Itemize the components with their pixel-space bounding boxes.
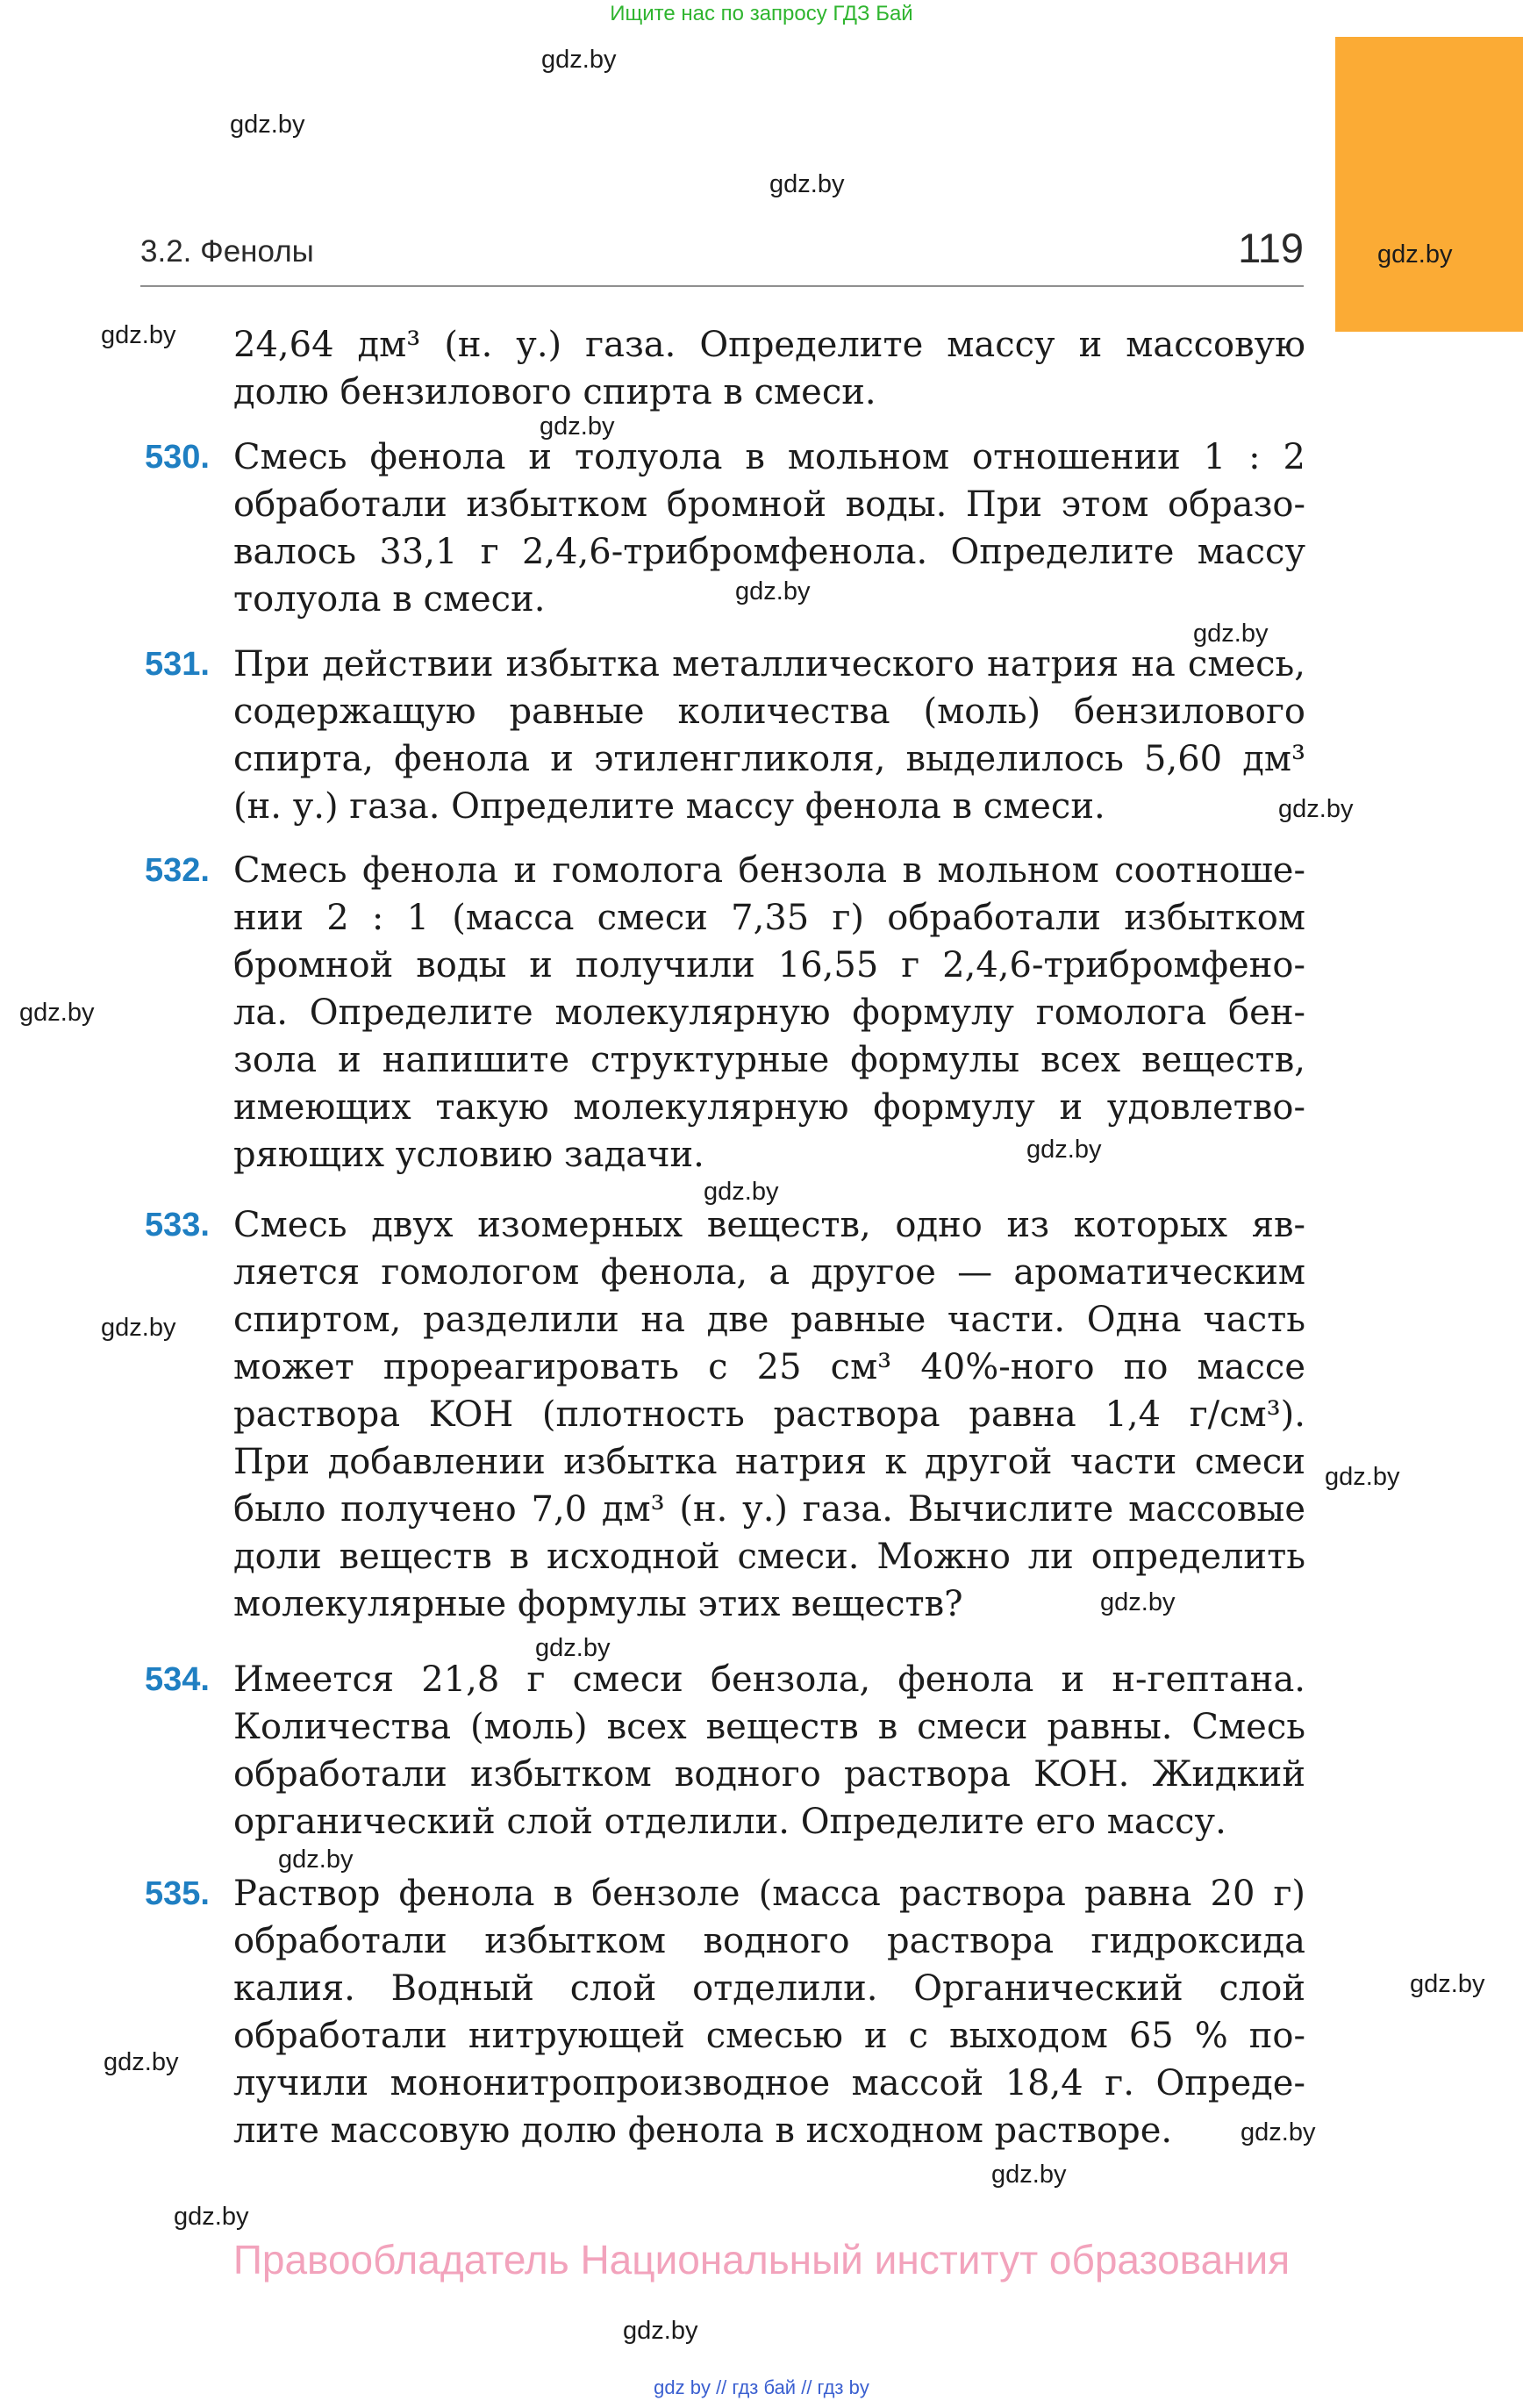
text-line: содержащую равные количества (моль) бензилового	[233, 692, 1305, 732]
text-line: При действии избытка металлического натрия на смесь,	[233, 644, 1305, 684]
text-line: имеющих такую молекулярную формулу и удовлетво-	[233, 1087, 1305, 1128]
watermark: gdz.by	[1325, 1463, 1400, 1491]
text-line: (н. у.) газа. Определите массу фенола в смеси.	[233, 786, 1105, 827]
watermark: gdz.by	[19, 999, 95, 1027]
text-line: лучили мононитропроизводное массой 18,4 г. Опреде-	[233, 2063, 1305, 2103]
text-line: При добавлении избытка натрия к другой части смеси	[233, 1442, 1305, 1482]
problem-number-535: 535.	[145, 1875, 210, 1912]
text-line: органический слой отделили. Определите его массу.	[233, 1802, 1226, 1842]
text-line: обработали избытком водного раствора гидроксида	[233, 1921, 1305, 1961]
text-line: калия. Водный слой отделили. Органический слой	[233, 1968, 1305, 2009]
text-line: спирта, фенола и этиленгликоля, выделилось 5,60 дм³	[233, 739, 1305, 779]
text-line: нии 2 : 1 (масса смеси 7,35 г) обработали избытком	[233, 898, 1305, 938]
watermark: gdz.by	[1241, 2118, 1316, 2146]
text-line: долю бензилового спирта в смеси.	[233, 372, 876, 412]
watermark: gdz.by	[535, 1634, 611, 1662]
header-divider	[140, 285, 1304, 287]
watermark: gdz.by	[174, 2203, 249, 2231]
problem-number-534: 534.	[145, 1661, 210, 1698]
text-line: раствора KOH (плотность раствора равна 1,4 г/см³).	[233, 1394, 1305, 1435]
watermark: gdz.by	[104, 2048, 179, 2076]
watermark: gdz.by	[1026, 1136, 1102, 1164]
top-banner[interactable]: Ищите нас по запросу ГДЗ Бай	[610, 2, 913, 25]
text-line: было получено 7,0 дм³ (н. у.) газа. Вычислите массовые	[233, 1489, 1305, 1530]
problem-number-531: 531.	[145, 646, 210, 683]
text-line: зола и напишите структурные формулы всех веществ,	[233, 1040, 1305, 1080]
watermark: gdz.by	[1377, 240, 1453, 269]
text-line: ляется гомологом фенола, а другое — ароматическим	[233, 1252, 1305, 1293]
text-line: Количества (моль) всех веществ в смеси равны. Смесь	[233, 1707, 1305, 1747]
watermark: gdz.by	[541, 46, 617, 74]
watermark: gdz.by	[101, 1314, 176, 1342]
watermark: gdz.by	[991, 2161, 1067, 2189]
text-line: обработали нитрующей смесью и с выходом 65 % по-	[233, 2016, 1305, 2056]
page-number: 119	[1238, 225, 1304, 271]
text-line: Смесь фенола и гомолога бензола в мольном соотноше-	[233, 850, 1305, 891]
watermark: gdz.by	[623, 2317, 698, 2345]
text-line: лите массовую долю фенола в исходном растворе.	[233, 2111, 1173, 2151]
watermark: gdz.by	[1100, 1588, 1176, 1616]
watermark: gdz.by	[735, 577, 811, 606]
text-line: Имеется 21,8 г смеси бензола, фенола и н-гептана.	[233, 1659, 1305, 1700]
orange-page-tab	[1335, 37, 1523, 332]
watermark: gdz.by	[1278, 795, 1354, 823]
watermark: gdz.by	[704, 1178, 779, 1206]
watermark: gdz.by	[278, 1845, 354, 1874]
text-line: обработали избытком водного раствора KOH. Жидкий	[233, 1754, 1305, 1795]
text-line: валось 33,1 г 2,4,6-трибромфенола. Определите массу	[233, 532, 1305, 572]
watermark: gdz.by	[540, 412, 615, 441]
problem-number-530: 530.	[145, 439, 210, 476]
problem-number-532: 532.	[145, 852, 210, 889]
text-line: толуола в смеси.	[233, 579, 546, 620]
text-line: бромной воды и получили 16,55 г 2,4,6-трибромфено-	[233, 945, 1305, 985]
watermark: gdz.by	[230, 111, 305, 139]
text-line: доли веществ в исходной смеси. Можно ли определить	[233, 1537, 1305, 1577]
watermark: gdz.by	[1193, 620, 1269, 648]
text-line: ла. Определите молекулярную формулу гомолога бен-	[233, 993, 1305, 1033]
text-line: Раствор фенола в бензоле (масса раствора равна 20 г)	[233, 1874, 1305, 1914]
text-line: Смесь двух изомерных веществ, одно из которых яв-	[233, 1205, 1305, 1245]
problem-number-533: 533.	[145, 1207, 210, 1243]
watermark: gdz.by	[101, 321, 176, 349]
text-line: ряющих условию задачи.	[233, 1135, 704, 1175]
text-line: спиртом, разделили на две равные части. Одна часть	[233, 1300, 1305, 1340]
text-line: обработали избытком бромной воды. При этом образо-	[233, 484, 1305, 525]
text-line: Смесь фенола и толуола в мольном отношении 1 : 2	[233, 437, 1305, 477]
copyright-notice: Правообладатель Национальный институт образования	[232, 2237, 1291, 2283]
watermark: gdz.by	[1410, 1970, 1485, 1998]
bottom-links[interactable]: gdz by // гдз бай // гдз by	[654, 2376, 869, 2398]
text-line: может прореагировать с 25 см³ 40%-ного по массе	[233, 1347, 1305, 1387]
text-line: молекулярные формулы этих веществ?	[233, 1584, 963, 1624]
text-line: 24,64 дм³ (н. у.) газа. Определите массу и массовую	[233, 325, 1305, 365]
watermark: gdz.by	[769, 170, 845, 198]
section-title: 3.2. Фенолы	[140, 234, 314, 269]
